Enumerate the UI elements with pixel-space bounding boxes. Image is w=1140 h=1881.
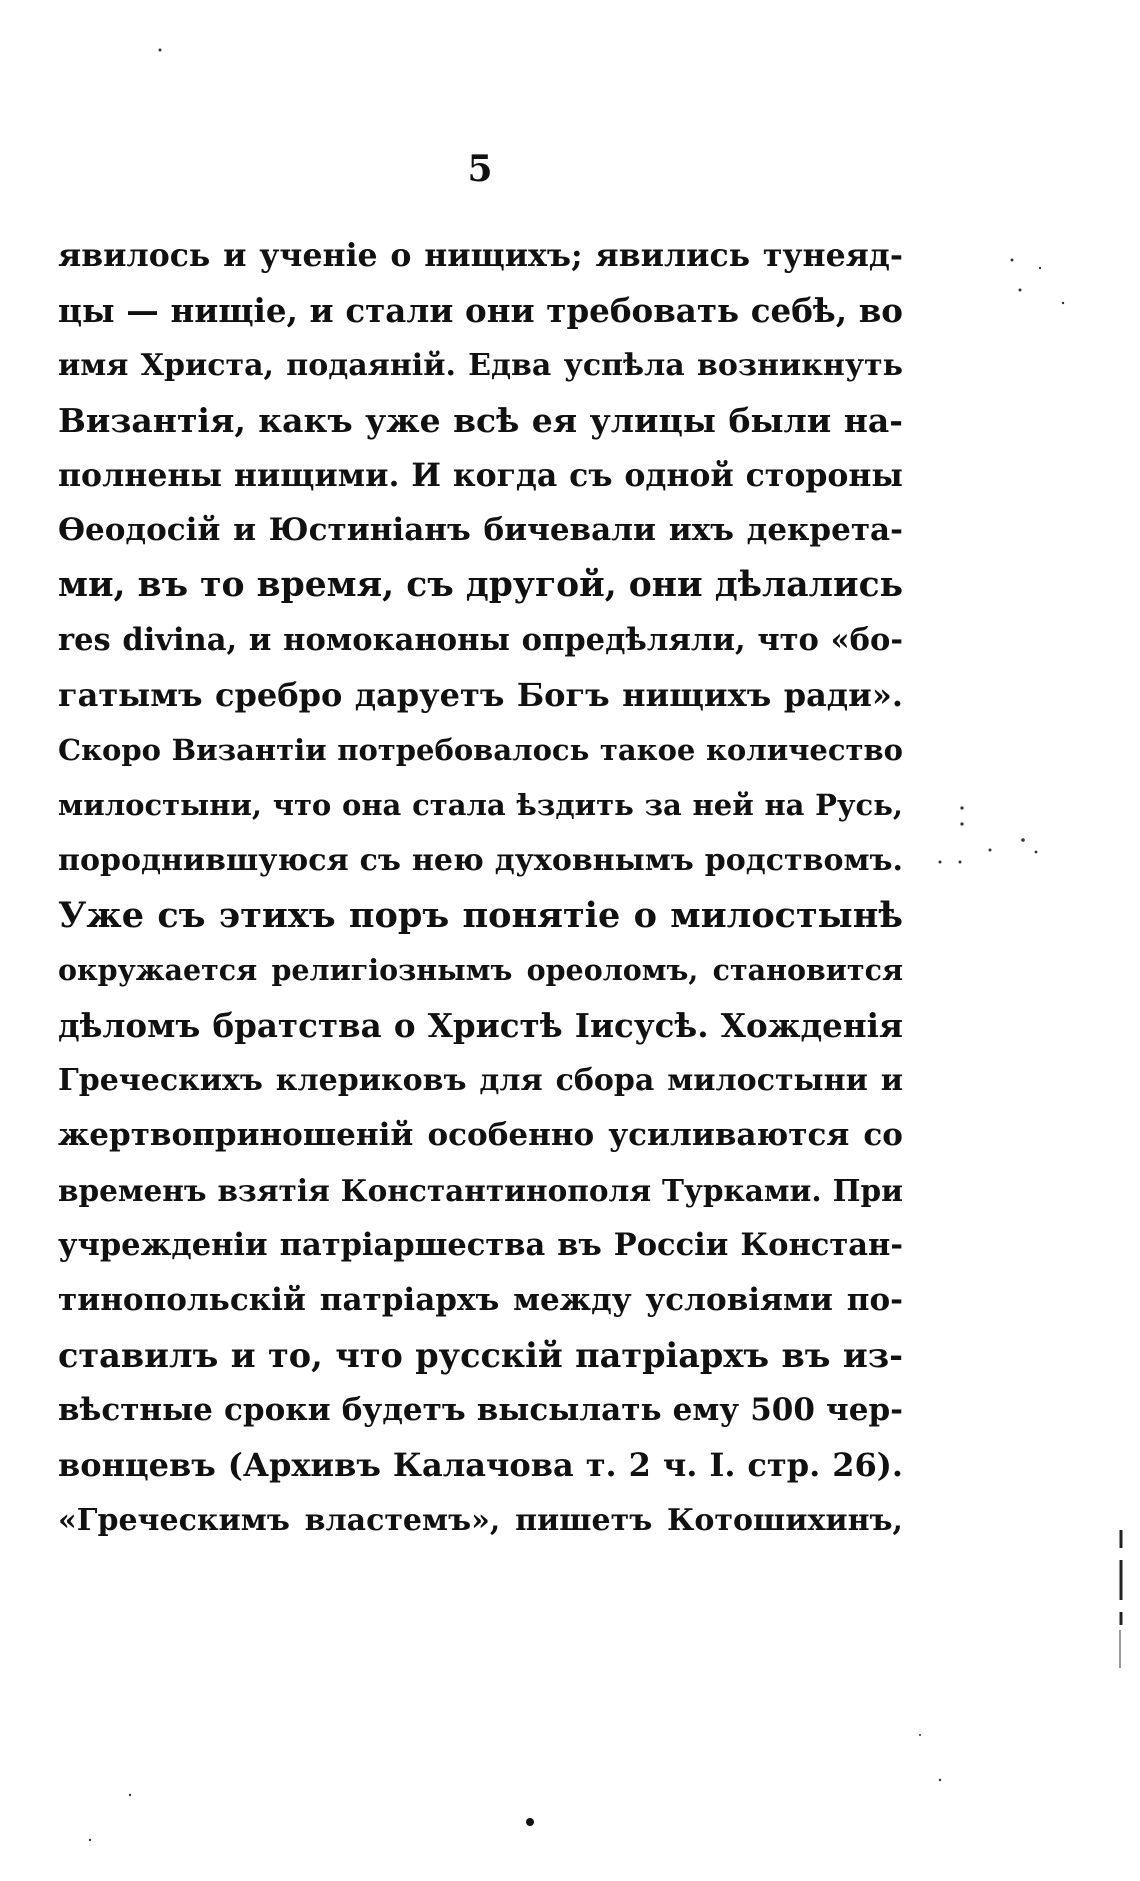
text-line: породнившуюся съ нею духовнымъ родствомъ. xyxy=(58,843,903,878)
text-line: полнены нищими. И когда съ одной стороны xyxy=(58,457,903,494)
text-line: Византія, какъ уже всѣ ея улицы были на- xyxy=(58,401,903,440)
text-line: «Греческимъ властемъ», пишетъ Котошихинъ, xyxy=(58,1503,903,1538)
text-line: жертвоприношеній особенно усиливаются со xyxy=(58,1117,903,1153)
text-line: Греческихъ клериковъ для сбора милостыни и xyxy=(58,1063,903,1098)
text-line: Уже съ этихъ поръ понятіе о милостынѣ xyxy=(58,895,903,936)
text-line: учрежденіи патріаршества въ Россіи Констан- xyxy=(58,1227,903,1263)
page-number: 5 xyxy=(467,148,493,190)
text-line: гатымъ сребро даруетъ Богъ нищихъ ради». xyxy=(58,676,903,714)
text-line: тинопольскій патріархъ между условіями по- xyxy=(58,1282,903,1318)
body-text xyxy=(58,228,903,1548)
text-line: вонцевъ (Архивъ Калачова т. 2 ч. I. стр. 26). xyxy=(58,1446,903,1484)
text-line: явилось и ученіе о нищихъ; явились тунеяд- xyxy=(58,237,903,274)
text-line: ми, въ то время, съ другой, они дѣлались xyxy=(58,565,903,605)
text-line: вѣстные сроки будетъ высылать ему 500 чер- xyxy=(58,1392,903,1428)
text-line: цы — нищіе, и стали они требовать себѣ, во xyxy=(58,291,903,330)
text-line: дѣломъ братства о Христѣ Іисусѣ. Хожденія xyxy=(58,1006,903,1045)
text-line: res divina, и номоканоны опредѣляли, что «бо- xyxy=(58,622,903,658)
text-line: временъ взятія Константинополя Турками. При xyxy=(58,1173,903,1208)
text-line: Скоро Византіи потребовалось такое количество xyxy=(58,733,903,767)
text-line: ставилъ и то, что русскій патріархъ въ из- xyxy=(58,1336,903,1375)
text-line: окружается религіознымъ ореоломъ, становится xyxy=(58,953,903,987)
text-line: милостыни, что она стала ѣздить за ней на Русь, xyxy=(58,788,903,822)
text-line: Ѳеодосій и Юстиніанъ бичевали ихъ декрета- xyxy=(58,512,903,548)
ink-dot xyxy=(526,1818,534,1826)
text-line: имя Христа, подаяній. Едва успѣла возникнуть xyxy=(58,348,903,383)
